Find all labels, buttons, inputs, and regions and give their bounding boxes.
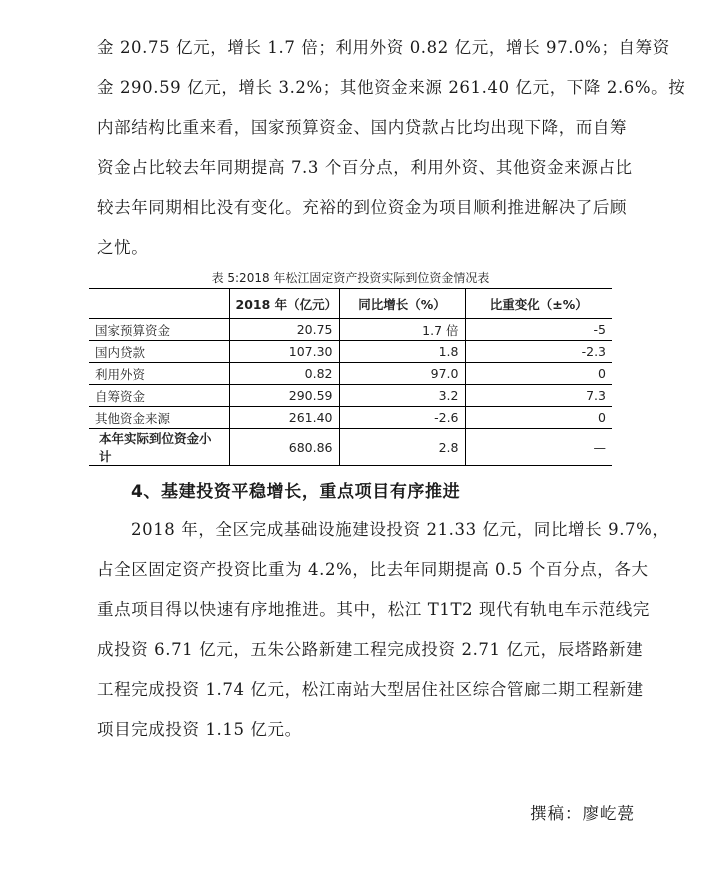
table-row <box>89 385 612 407</box>
table-row <box>89 341 612 363</box>
header-cell-label <box>89 289 229 319</box>
header-cell-amount: 2018 年（亿元） <box>229 289 339 319</box>
row-growth: 1.8 <box>339 341 465 363</box>
row-label: 其他资金来源 <box>89 407 229 429</box>
section-heading: 4、基建投资平稳增长，重点项目有序推进 <box>131 482 461 502</box>
paragraph-infrastructure <box>97 510 670 750</box>
paragraph-line: 工程完成投资 1.74 亿元，松江南站大型居住社区综合管廊二期工程新建 <box>97 680 644 699</box>
row-amount: 0.82 <box>229 363 339 385</box>
row-share-change: 7.3 <box>465 385 612 407</box>
row-label: 国家预算资金 <box>89 319 229 341</box>
row-share-change: 0 <box>465 363 612 385</box>
table-row <box>89 319 612 341</box>
paragraph-line: 重点项目得以快速有序地推进。其中，松江 T1T2 现代有轨电车示范线完 <box>97 600 650 619</box>
row-label: 自筹资金 <box>89 385 229 407</box>
row-share-change: -5 <box>465 319 612 341</box>
total-share-change: — <box>465 429 612 466</box>
total-growth: 2.8 <box>339 429 465 466</box>
row-label: 国内贷款 <box>89 341 229 363</box>
paragraph-line: 金 20.75 亿元，增长 1.7 倍；利用外资 0.82 亿元，增长 97.0%；自筹资 <box>97 38 670 57</box>
paragraph-line: 金 290.59 亿元，增长 3.2%；其他资金来源 261.40 亿元，下降 2.6%。按 <box>97 78 686 97</box>
paragraph-line: 成投资 6.71 亿元，五朱公路新建工程完成投资 2.71 亿元，辰塔路新建 <box>97 640 644 659</box>
row-growth: 97.0 <box>339 363 465 385</box>
paragraph-line: 内部结构比重来看，国家预算资金、国内贷款占比均出现下降，而自筹 <box>97 118 628 137</box>
table-caption: 表 5:2018 年松江固定资产投资实际到位资金情况表 <box>211 271 490 285</box>
paragraph-line: 项目完成投资 1.15 亿元。 <box>97 720 302 739</box>
row-amount: 261.40 <box>229 407 339 429</box>
total-amount: 680.86 <box>229 429 339 466</box>
table-total-row <box>89 429 612 466</box>
table-header-row <box>89 289 612 319</box>
funding-table <box>89 288 612 466</box>
row-amount: 107.30 <box>229 341 339 363</box>
table-row <box>89 407 612 429</box>
row-amount: 20.75 <box>229 319 339 341</box>
header-cell-share-change: 比重变化（±%） <box>465 289 612 319</box>
header-cell-growth: 同比增长（%） <box>339 289 465 319</box>
row-growth: -2.6 <box>339 407 465 429</box>
table-row <box>89 363 612 385</box>
paragraph-line: 2018 年，全区完成基础设施建设投资 21.33 亿元，同比增长 9.7%， <box>131 520 670 539</box>
row-share-change: 0 <box>465 407 612 429</box>
author-signature: 撰稿：廖屹甍 <box>530 804 635 823</box>
paragraph-line: 较去年同期相比没有变化。充裕的到位资金为项目顺利推进解决了后顾 <box>97 198 628 217</box>
row-share-change: -2.3 <box>465 341 612 363</box>
total-label: 本年实际到位资金小计 <box>89 429 229 466</box>
paragraph-line: 资金占比较去年同期提高 7.3 个百分点，利用外资、其他资金来源占比 <box>97 158 633 177</box>
row-label: 利用外资 <box>89 363 229 385</box>
paragraph-line: 之忧。 <box>97 238 149 257</box>
row-growth: 3.2 <box>339 385 465 407</box>
paragraph-funding-sources <box>97 28 686 268</box>
row-amount: 290.59 <box>229 385 339 407</box>
paragraph-line: 占全区固定资产投资比重为 4.2%，比去年同期提高 0.5 个百分点，各大 <box>97 560 649 579</box>
row-growth: 1.7 倍 <box>339 319 465 341</box>
